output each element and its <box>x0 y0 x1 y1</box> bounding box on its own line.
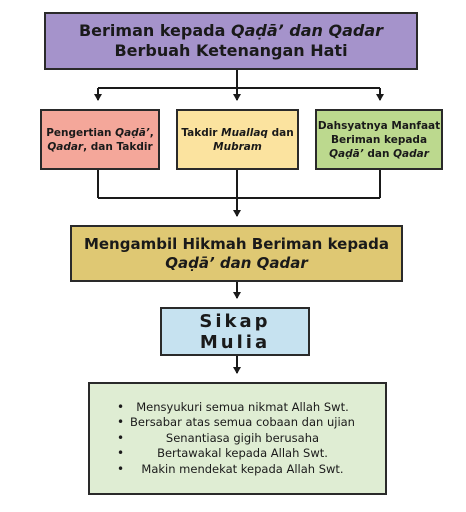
attitude-list-box <box>88 382 387 495</box>
list-item: • Bersabar atas semua cobaan dan ujian <box>130 415 355 431</box>
takdir-types-line2: Mubram <box>213 140 262 153</box>
benefits-box <box>315 109 443 170</box>
takdir-types-box <box>176 109 299 170</box>
wisdom-box <box>70 225 403 282</box>
benefits-line2: Beriman kepada <box>330 133 428 146</box>
main-topic-box <box>44 12 418 70</box>
definition-line1: Pengertian Qaḍā’, <box>46 126 154 139</box>
list-item: • Makin mendekat kepada Allah Swt. <box>130 462 355 478</box>
main-topic-line2: Berbuah Ketenangan Hati <box>114 41 348 60</box>
list-item: • Bertawakal kepada Allah Swt. <box>130 446 355 462</box>
definition-box <box>40 109 160 170</box>
list-item: • Senantiasa gigih berusaha <box>130 431 355 447</box>
noble-attitude-box <box>160 307 310 356</box>
wisdom-line1: Mengambil Hikmah Beriman kepada <box>83 234 390 253</box>
definition-line2: Qadar, dan Takdir <box>47 140 153 153</box>
takdir-types-line1: Takdir Muallaq dan <box>181 126 294 139</box>
benefits-line1: Dahsyatnya Manfaat <box>317 119 441 132</box>
benefits-line3: Qaḍā’ dan Qadar <box>329 147 429 160</box>
list-item: • Mensyukuri semua nikmat Allah Swt. <box>130 400 355 416</box>
attitude-list <box>90 400 355 478</box>
wisdom-line2: Qaḍā’ dan Qadar <box>165 253 308 272</box>
main-topic-line1: Beriman kepada Qaḍā’ dan Qadar <box>78 21 384 40</box>
noble-attitude-label: Sikap Mulia <box>199 310 271 353</box>
